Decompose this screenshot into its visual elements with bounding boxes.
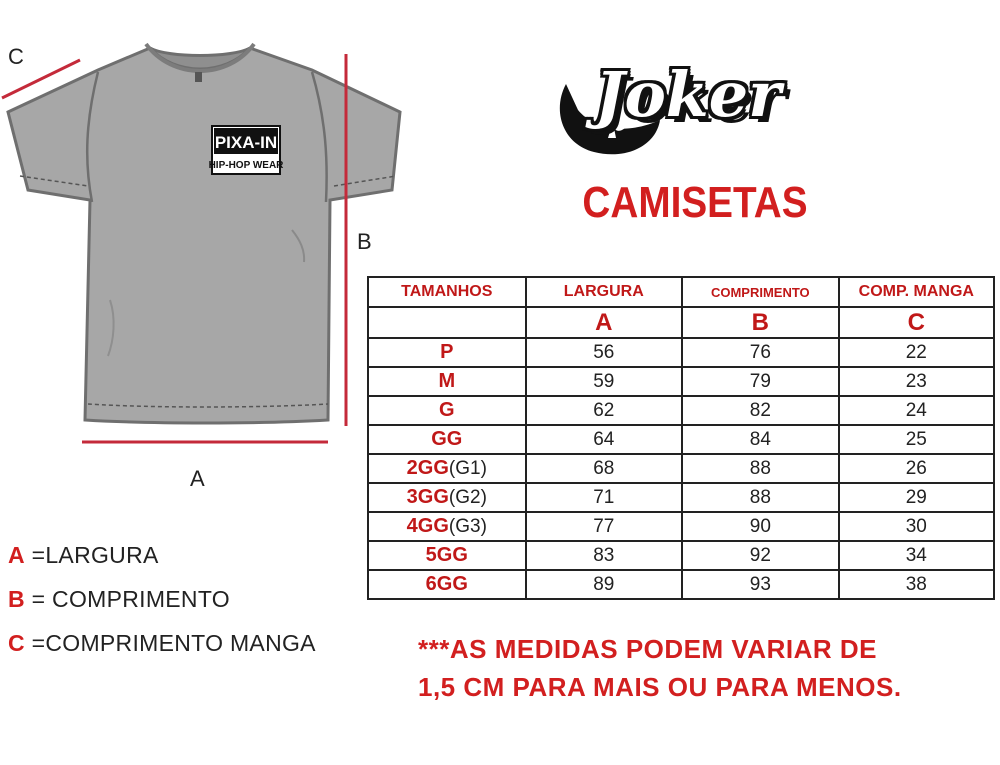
note-line2: 1,5 CM PARA MAIS OU PARA MENOS. bbox=[418, 672, 902, 702]
dim-label-a: A bbox=[190, 466, 205, 491]
sleeve-value: 22 bbox=[839, 338, 994, 367]
size-code: 3GG bbox=[406, 486, 449, 508]
length-value: 84 bbox=[682, 425, 839, 454]
table-row bbox=[368, 512, 994, 541]
header-sleeve: COMP. MANGA bbox=[839, 277, 994, 307]
size-label bbox=[368, 454, 526, 483]
sleeve-value: 26 bbox=[839, 454, 994, 483]
table-row bbox=[368, 541, 994, 570]
legend-text: =COMPRIMENTO MANGA bbox=[24, 630, 316, 656]
size-code: 2GG bbox=[406, 457, 449, 479]
sleeve-value: 30 bbox=[839, 512, 994, 541]
width-value: 83 bbox=[526, 541, 682, 570]
size-code: G bbox=[438, 399, 455, 421]
table-letters-row bbox=[368, 307, 994, 338]
legend-text: =LARGURA bbox=[24, 542, 159, 568]
width-value: 59 bbox=[526, 367, 682, 396]
size-alias: (G2) bbox=[448, 487, 487, 508]
page-title: CAMISETAS bbox=[582, 178, 808, 227]
size-label bbox=[368, 338, 526, 367]
letter-blank bbox=[368, 307, 526, 338]
width-value: 56 bbox=[526, 338, 682, 367]
size-code: P bbox=[440, 341, 454, 363]
print-line2: HIP-HOP WEAR bbox=[208, 160, 284, 171]
table-header-row bbox=[368, 277, 994, 307]
brand-logo bbox=[548, 40, 808, 160]
table-row bbox=[368, 454, 994, 483]
size-label bbox=[368, 570, 526, 599]
sleeve-value: 25 bbox=[839, 425, 994, 454]
letter-c: C bbox=[839, 307, 994, 338]
size-code: GG bbox=[431, 428, 463, 450]
size-code: 5GG bbox=[425, 544, 468, 566]
header-sizes: TAMANHOS bbox=[368, 277, 526, 307]
chest-print bbox=[209, 126, 285, 174]
size-code: 6GG bbox=[425, 573, 468, 595]
length-value: 76 bbox=[682, 338, 839, 367]
measurement-note bbox=[418, 630, 998, 706]
table-row bbox=[368, 483, 994, 512]
header-length: COMPRIMENTO bbox=[682, 277, 839, 307]
size-code: M bbox=[438, 370, 456, 392]
table-row bbox=[368, 338, 994, 367]
length-value: 88 bbox=[682, 483, 839, 512]
table-row bbox=[368, 570, 994, 599]
size-table bbox=[367, 276, 995, 600]
width-value: 62 bbox=[526, 396, 682, 425]
size-label bbox=[368, 367, 526, 396]
legend-c bbox=[8, 630, 316, 657]
note-line1: ***AS MEDIDAS PODEM VARIAR DE bbox=[418, 634, 877, 664]
legend-key: B bbox=[8, 586, 25, 612]
size-label bbox=[368, 483, 526, 512]
length-value: 93 bbox=[682, 570, 839, 599]
table-row bbox=[368, 396, 994, 425]
dim-label-b: B bbox=[357, 229, 372, 254]
sleeve-value: 29 bbox=[839, 483, 994, 512]
legend-text: = COMPRIMENTO bbox=[24, 586, 230, 612]
length-value: 82 bbox=[682, 396, 839, 425]
sleeve-value: 34 bbox=[839, 541, 994, 570]
length-value: 92 bbox=[682, 541, 839, 570]
size-alias: (G1) bbox=[448, 458, 487, 479]
size-alias: (G3) bbox=[448, 516, 487, 537]
legend-a bbox=[8, 542, 159, 569]
sleeve-value: 24 bbox=[839, 396, 994, 425]
length-value: 79 bbox=[682, 367, 839, 396]
letter-b: B bbox=[682, 307, 839, 338]
width-value: 71 bbox=[526, 483, 682, 512]
dim-label-c: C bbox=[8, 44, 24, 69]
legend-key: A bbox=[8, 542, 25, 568]
legend-key: C bbox=[8, 630, 25, 656]
length-value: 88 bbox=[682, 454, 839, 483]
letter-a: A bbox=[526, 307, 682, 338]
sleeve-value: 23 bbox=[839, 367, 994, 396]
size-label bbox=[368, 425, 526, 454]
size-code: 4GG bbox=[406, 515, 449, 537]
width-value: 89 bbox=[526, 570, 682, 599]
header-width: LARGURA bbox=[526, 277, 682, 307]
legend-b bbox=[8, 586, 230, 613]
print-line1: PIXA-IN bbox=[214, 133, 278, 152]
table-row bbox=[368, 425, 994, 454]
table-row bbox=[368, 367, 994, 396]
size-label bbox=[368, 541, 526, 570]
tshirt-illustration bbox=[8, 44, 400, 423]
sleeve-value: 38 bbox=[839, 570, 994, 599]
width-value: 77 bbox=[526, 512, 682, 541]
width-value: 68 bbox=[526, 454, 682, 483]
length-value: 90 bbox=[682, 512, 839, 541]
size-label bbox=[368, 512, 526, 541]
width-value: 64 bbox=[526, 425, 682, 454]
logo-text: Joker bbox=[595, 58, 781, 131]
size-label bbox=[368, 396, 526, 425]
